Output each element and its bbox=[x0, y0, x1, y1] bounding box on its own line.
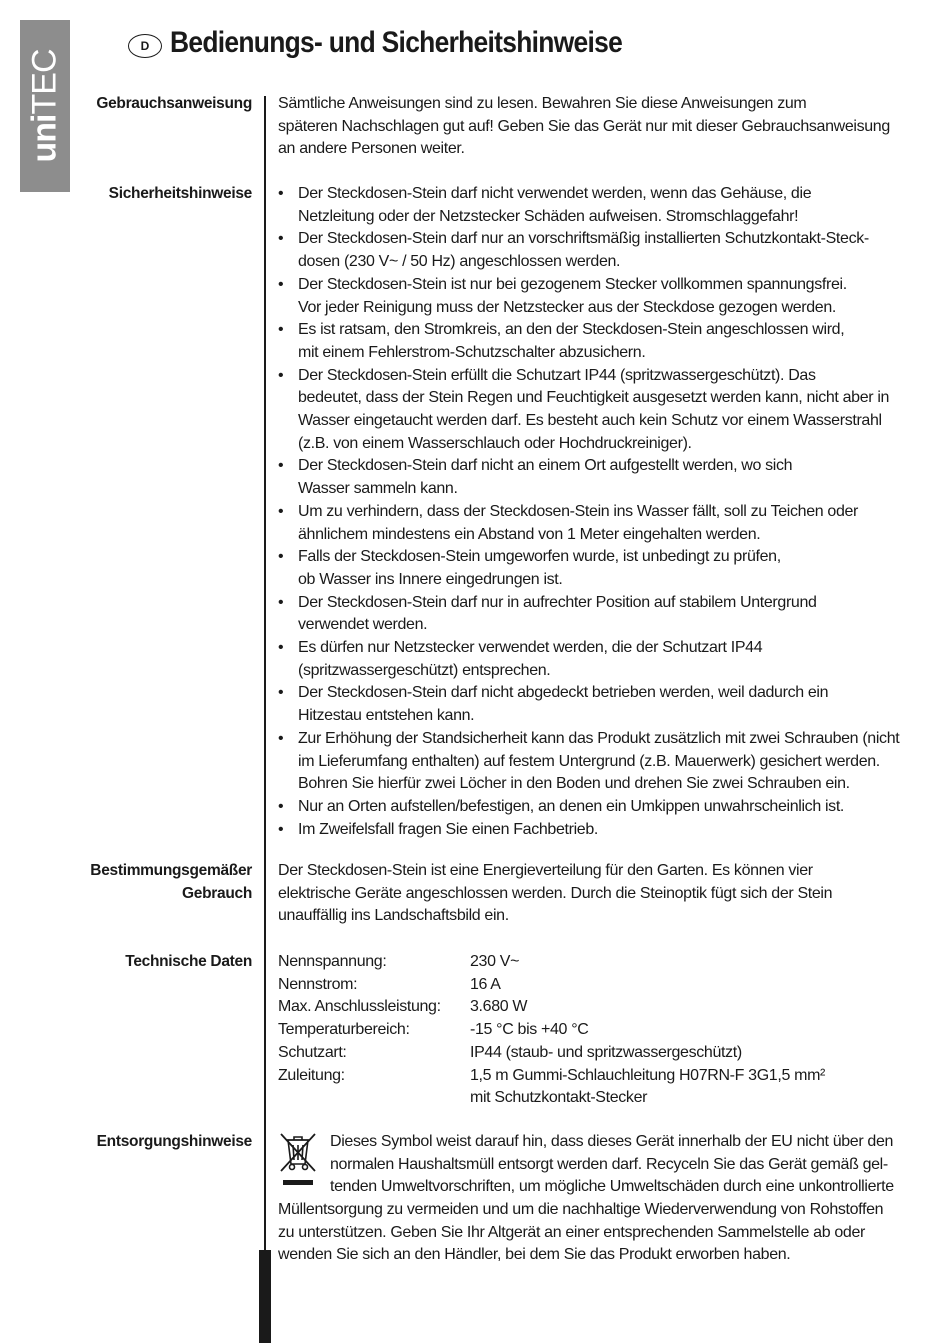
bullet-text-line: • Es dürfen nur Netzstecker verwendet werden, die der Schutzart IP44 bbox=[298, 639, 763, 657]
safety-bullet-item bbox=[278, 819, 938, 842]
section-label-intended-use bbox=[52, 860, 252, 905]
bullet-text-line: Wasser sammeln kann. bbox=[298, 480, 458, 498]
tech-row bbox=[278, 1087, 938, 1110]
tech-key: Temperaturbereich: bbox=[278, 1021, 410, 1039]
section-body-intended-use bbox=[278, 860, 938, 928]
tech-data-table bbox=[278, 951, 938, 1110]
safety-bullet-item bbox=[278, 546, 938, 591]
label-line: Gebrauch bbox=[182, 884, 252, 902]
bullet-text-line: verwendet werden. bbox=[298, 616, 428, 634]
bullet-text-line: • Der Steckdosen-Stein erfüllt die Schutzart IP44 (spritzwassergeschützt). Das bbox=[298, 366, 816, 384]
tech-row bbox=[278, 951, 938, 974]
tech-value: IP44 (staub- und spritzwassergeschützt) bbox=[470, 1043, 742, 1061]
tech-row bbox=[278, 1065, 938, 1088]
safety-bullet-item bbox=[278, 728, 938, 796]
bullet-text-line: • Um zu verhindern, dass der Steckdosen-Stein ins Wasser fällt, soll zu Teichen oder bbox=[298, 502, 859, 520]
bullet-text-line: • Falls der Steckdosen-Stein umgeworfen wurde, ist unbedingt zu prüfen, bbox=[298, 548, 781, 566]
bullet-text-line: • Im Zweifelsfall fragen Sie einen Fachbetrieb. bbox=[298, 820, 598, 838]
bullet-text-line: Wasser eingetaucht werden darf. Es besteht auch kein Schutz vor einem Wasserstrahl bbox=[298, 412, 882, 430]
text-line: Müllentsorgung zu vermeiden und um die nachhaltige Wiederverwendung von Rohstoffen bbox=[278, 1201, 884, 1218]
safety-bullet-list bbox=[278, 183, 938, 841]
bullet-text-line: Hitzestau entstehen kann. bbox=[298, 707, 475, 725]
tech-value: 3.680 W bbox=[470, 998, 528, 1016]
bullet-text-line: • Zur Erhöhung der Standsicherheit kann das Produkt zusätzlich mit zwei Schrauben (nicht bbox=[298, 729, 900, 747]
section-body-safety bbox=[278, 183, 938, 841]
tech-key bbox=[278, 1087, 470, 1110]
tech-key: Zuleitung: bbox=[278, 1066, 345, 1084]
section-body-disposal-indent bbox=[330, 1131, 940, 1199]
safety-bullet-item bbox=[278, 592, 938, 637]
bullet-text-line: im Lieferumfang enthalten) auf festem Untergrund (z.B. Mauerwerk) gesichert werden. bbox=[298, 752, 880, 770]
text-line: tenden Umweltvorschriften, um mögliche Umweltschäden durch eine unkontrollierte bbox=[330, 1178, 894, 1196]
bullet-text-line: ob Wasser ins Innere eingedrungen ist. bbox=[298, 570, 563, 588]
text-line: wenden Sie sich an den Händler, bei dem Sie das Produkt erworben haben. bbox=[278, 1246, 791, 1264]
tech-value: mit Schutzkontakt-Stecker bbox=[470, 1089, 648, 1107]
safety-bullet-item bbox=[278, 796, 938, 819]
bullet-text-line: • Der Steckdosen-Stein darf nur an vorschriftsmäßig installierten Schutzkontakt-Steck- bbox=[298, 230, 869, 248]
bullet-text-line: • Der Steckdosen-Stein darf nicht abgedeckt betrieben werden, weil dadurch ein bbox=[298, 684, 829, 702]
safety-bullet-item bbox=[278, 501, 938, 546]
bullet-text-line: • Der Steckdosen-Stein darf nicht verwendet werden, wenn das Gehäuse, die bbox=[298, 185, 812, 202]
bullet-text-line: ähnlichem mindestens ein Abstand von 1 Meter eingehalten werden. bbox=[298, 525, 761, 543]
bullet-text-line: dosen (230 V~ / 50 Hz) angeschlossen werden. bbox=[298, 253, 621, 271]
label-line: Bestimmungsgemäßer bbox=[90, 862, 252, 879]
section-label-tech-data: Technische Daten bbox=[125, 953, 252, 970]
safety-bullet-item bbox=[278, 274, 938, 319]
bullet-text-line: bedeutet, dass der Stein Regen und Feuchtigkeit ausgesetzt werden kann, nicht aber in bbox=[298, 389, 890, 407]
safety-bullet-item bbox=[278, 319, 938, 364]
bullet-text-line: mit einem Fehlerstrom-Schutzschalter abzusichern. bbox=[298, 343, 646, 361]
text-line: elektrische Geräte angeschlossen werden. Durch die Steinoptik fügt sich der Stein bbox=[278, 884, 833, 902]
tech-key: Nennstrom: bbox=[278, 975, 358, 993]
bullet-text-line: (z.B. von einem Wasserschlauch oder Hochdruckreiniger). bbox=[298, 434, 692, 452]
text-line: Der Steckdosen-Stein ist eine Energieverteilung für den Garten. Es können vier bbox=[278, 862, 813, 879]
section-label-disposal: Entsorgungshinweise bbox=[96, 1133, 252, 1150]
tech-row bbox=[278, 1042, 938, 1065]
bullet-text-line: Vor jeder Reinigung muss der Netzstecker aus der Steckdose gezogen werden. bbox=[298, 298, 836, 316]
text-line: Dieses Symbol weist darauf hin, dass dieses Gerät innerhalb der EU nicht über den bbox=[330, 1133, 894, 1150]
section-body-usage bbox=[278, 93, 938, 161]
tech-value: -15 °C bis +40 °C bbox=[470, 1021, 589, 1039]
tech-value: 16 A bbox=[470, 975, 501, 993]
safety-bullet-item bbox=[278, 682, 938, 727]
text-line: unauffällig ins Landschaftsbild ein. bbox=[278, 907, 509, 925]
section-label-safety: Sicherheitshinweise bbox=[108, 185, 252, 202]
safety-bullet-item bbox=[278, 637, 938, 682]
brand-wordmark-light: TEC bbox=[25, 49, 64, 115]
bullet-text-line: • Nur an Orten aufstellen/befestigen, an denen ein Umkippen unwahrscheinlich ist. bbox=[298, 797, 845, 815]
tech-value: 1,5 m Gummi-Schlauchleitung H07RN-F 3G1,5 mm² bbox=[470, 1066, 826, 1084]
bullet-text-line: (spritzwassergeschützt) entsprechen. bbox=[298, 661, 551, 679]
bullet-text-line: • Der Steckdosen-Stein darf nur in aufrechter Position auf stabilem Untergrund bbox=[298, 593, 817, 611]
safety-bullet-item bbox=[278, 228, 938, 273]
bullet-text-line: Netzleitung oder der Netzstecker Schäden aufweisen. Stromschlaggefahr! bbox=[298, 207, 799, 225]
crossed-out-wheelie-bin-icon bbox=[278, 1131, 318, 1173]
section-label-usage: Gebrauchsanweisung bbox=[96, 95, 252, 112]
text-line: Sämtliche Anweisungen sind zu lesen. Bewahren Sie diese Anweisungen zum bbox=[278, 95, 807, 112]
tech-row bbox=[278, 974, 938, 997]
text-line: normalen Haushaltsmüll entsorgt werden darf. Recyceln Sie das Gerät gemäß gel- bbox=[330, 1155, 888, 1173]
brand-wordmark-bold: uni bbox=[25, 114, 64, 163]
language-badge: D bbox=[128, 34, 162, 58]
section-body-disposal bbox=[278, 1199, 938, 1267]
text-line: späteren Nachschlagen gut auf! Geben Sie das Gerät nur mit dieser Gebrauchsanweisung bbox=[278, 117, 890, 135]
tech-key: Max. Anschlussleistung: bbox=[278, 998, 441, 1016]
page-title: Bedienungs- und Sicherheitshinweise bbox=[170, 26, 623, 59]
text-line: an andere Personen weiter. bbox=[278, 140, 465, 158]
tech-key: Schutzart: bbox=[278, 1043, 347, 1061]
safety-bullet-item bbox=[278, 183, 938, 228]
column-divider-accent bbox=[259, 1250, 271, 1343]
tech-row bbox=[278, 996, 938, 1019]
bullet-text-line: • Der Steckdosen-Stein ist nur bei gezogenem Stecker vollkommen spannungsfrei. bbox=[298, 275, 847, 293]
bullet-text-line: • Es ist ratsam, den Stromkreis, an den der Steckdosen-Stein angeschlossen wird, bbox=[298, 321, 845, 339]
safety-bullet-item bbox=[278, 455, 938, 500]
text-line: zu unterstützen. Geben Sie Ihr Altgerät an einer entsprechenden Sammelstelle ab oder bbox=[278, 1223, 865, 1241]
bullet-text-line: Bohren Sie hierfür zwei Löcher in den Boden und drehen Sie zwei Schrauben ein. bbox=[298, 775, 850, 793]
safety-bullet-item bbox=[278, 365, 938, 456]
column-divider bbox=[264, 96, 266, 1343]
weee-underline-bar bbox=[283, 1180, 313, 1185]
tech-key: Nennspannung: bbox=[278, 953, 387, 970]
bullet-text-line: • Der Steckdosen-Stein darf nicht an einem Ort aufgestellt werden, wo sich bbox=[298, 457, 793, 475]
tech-value: 230 V~ bbox=[470, 953, 520, 970]
tech-row bbox=[278, 1019, 938, 1042]
